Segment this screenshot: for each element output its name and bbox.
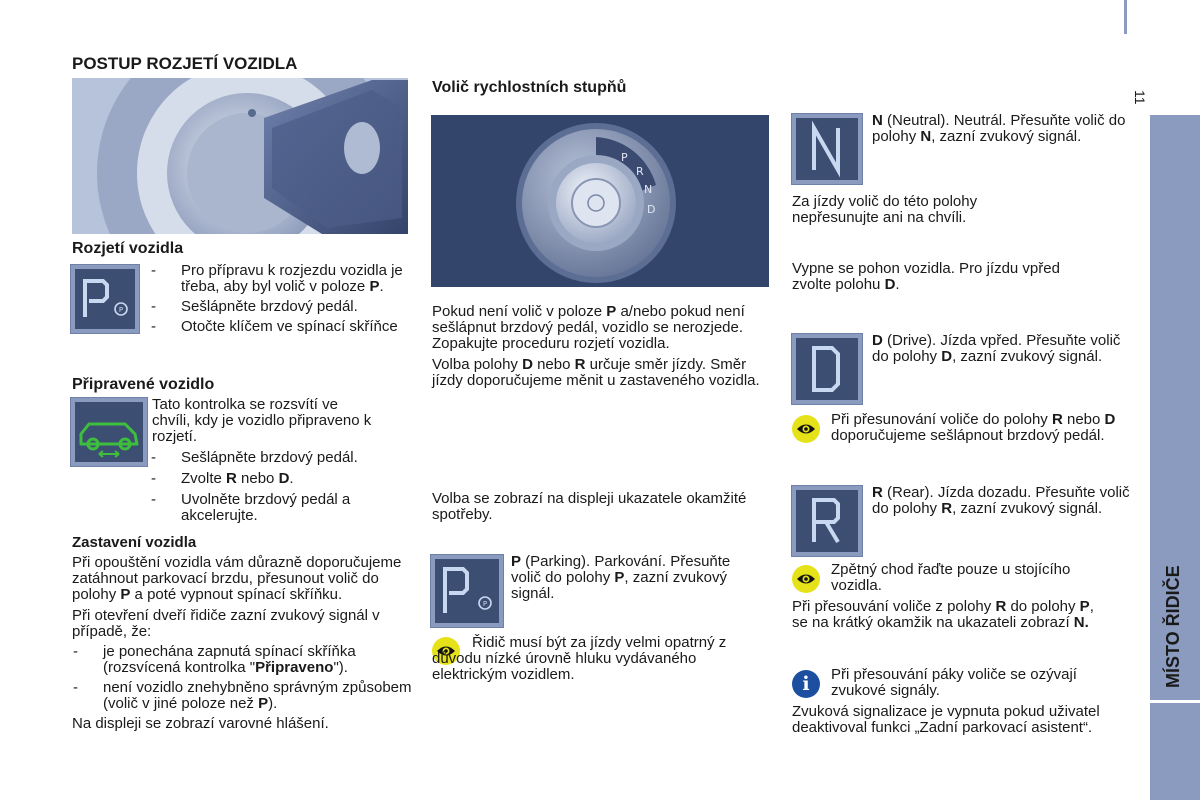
info-note: Při přesouvání páky voliče se ozývají zvukové signály. [831, 666, 1077, 699]
list-item: - je ponechána zapnutá spínací skříňka (rozsvícená kontrolka "Připraveno"). [73, 643, 356, 676]
header-rule [1124, 0, 1127, 34]
paragraph: Pokud není volič v poloze P a/nebo pokud není sešlápnut brzdový pedál, vozidlo se nerozjede. Zopakujte proceduru rozjetí vozidla. [432, 303, 745, 352]
svg-text:P: P [482, 600, 488, 608]
list-item: - Pro přípravu k rozjezdu vozidla je třeba, aby byl volič v poloze P. [151, 262, 403, 295]
eye-icon [792, 565, 820, 593]
paragraph: Při otevření dveří řidiče zazní zvukový signál v případě, že: [72, 607, 380, 640]
gear-selector-image [431, 115, 769, 287]
paragraph: Vypne se pohon vozidla. Pro jízdu vpřed zvolte polohu D. [792, 260, 1060, 293]
paragraph: Při opouštění vozidla vám důrazně doporučujeme zatáhnout parkovací brzdu, přesunout volič do polohy P a poté vypnout spínací skříňku. [72, 554, 402, 603]
info-icon: i [792, 670, 820, 698]
selector-title: Volič rychlostních stupňů [432, 79, 627, 96]
list-item: - Zvolte R nebo D. [151, 470, 294, 487]
paragraph: Na displeji se zobrazí varovné hlášení. [72, 715, 329, 732]
page-title: POSTUP ROZJETÍ VOZIDLA [72, 54, 298, 73]
paragraph: Při přesouvání voliče z polohy R do polohy P, se na krátký okamžik na ukazateli zobrazí N. [792, 598, 1094, 631]
svg-text:P: P [118, 306, 124, 314]
section-heading-zastaveni: Zastavení vozidla [72, 534, 197, 551]
section-heading-rozjeti: Rozjetí vozidla [72, 240, 184, 257]
rear-text: R (Rear). Jízda dozadu. Přesuňte volič do polohy R, zazní zvukový signál. [872, 484, 1130, 517]
paragraph: Za jízdy volič do této polohy nepřesunujte ani na chvíli. [792, 193, 978, 226]
list-item: - Sešlápněte brzdový pedál. [151, 449, 358, 466]
neutral-text: N (Neutral). Neutrál. Přesuňte volič do polohy N, zazní zvukový signál. [872, 112, 1126, 145]
paragraph: Volba se zobrazí na displeji ukazatele okamžité spotřeby. [432, 490, 747, 523]
selector-letter-d: D [647, 203, 656, 216]
side-tab-label: MÍSTO ŘIDIČE [1163, 565, 1183, 688]
warning-text: Řidič musí být za jízdy velmi opatrný z důvodu nízké úrovně hluku vydávaného elektrickým vozidlem. [432, 634, 727, 683]
paragraph: Volba polohy D nebo R určuje směr jízdy. Směr jízdy doporučujeme měnit u zastaveného vozidla. [432, 356, 760, 389]
selector-letter-n: N [644, 183, 653, 196]
section-heading-pripravene: Připravené vozidlo [72, 376, 215, 393]
list-item: - Otočte klíčem ve spínací skříňce [151, 318, 398, 335]
drive-note: Při přesunování voliče do polohy R nebo D doporučujeme sešlápnout brzdový pedál. [831, 411, 1116, 444]
d-display [791, 333, 863, 405]
eye-icon [792, 415, 820, 443]
list-item: - Sešlápněte brzdový pedál. [151, 298, 358, 315]
r-display [791, 485, 863, 557]
p-display-small [70, 264, 140, 334]
n-display [791, 113, 863, 185]
rear-note: Zpětný chod řaďte pouze u stojícího vozidla. [831, 561, 1071, 594]
car-ready-icon [75, 402, 143, 462]
page-number: 11 [1132, 90, 1148, 105]
p-display [430, 554, 504, 628]
selector-letter-r: R [636, 165, 644, 178]
parking-text: P (Parking). Parkování. Přesuňte volič do polohy P, zazní zvukový signál. [511, 553, 731, 602]
list-item: - Uvolněte brzdový pedál a akcelerujte. [151, 491, 351, 524]
side-tab-rule [1150, 700, 1200, 703]
drive-text: D (Drive). Jízda vpřed. Přesuňte volič do polohy D, zazní zvukový signál. [872, 332, 1121, 365]
ready-intro: Tato kontrolka se rozsvítí ve chvíli, kdy je vozidlo připraveno k rozjetí. [152, 396, 372, 445]
ignition-key-image [72, 78, 408, 234]
side-tab [1150, 115, 1200, 800]
paragraph: Zvuková signalizace je vypnuta pokud uživatel deaktivoval funkci „Zadní parkovací asistent“. [792, 703, 1100, 736]
ready-indicator [70, 397, 148, 467]
list-item: - není vozidlo znehybněno správným způsobem (volič v jiné poloze než P). [73, 679, 412, 712]
selector-letter-p: P [621, 151, 628, 164]
